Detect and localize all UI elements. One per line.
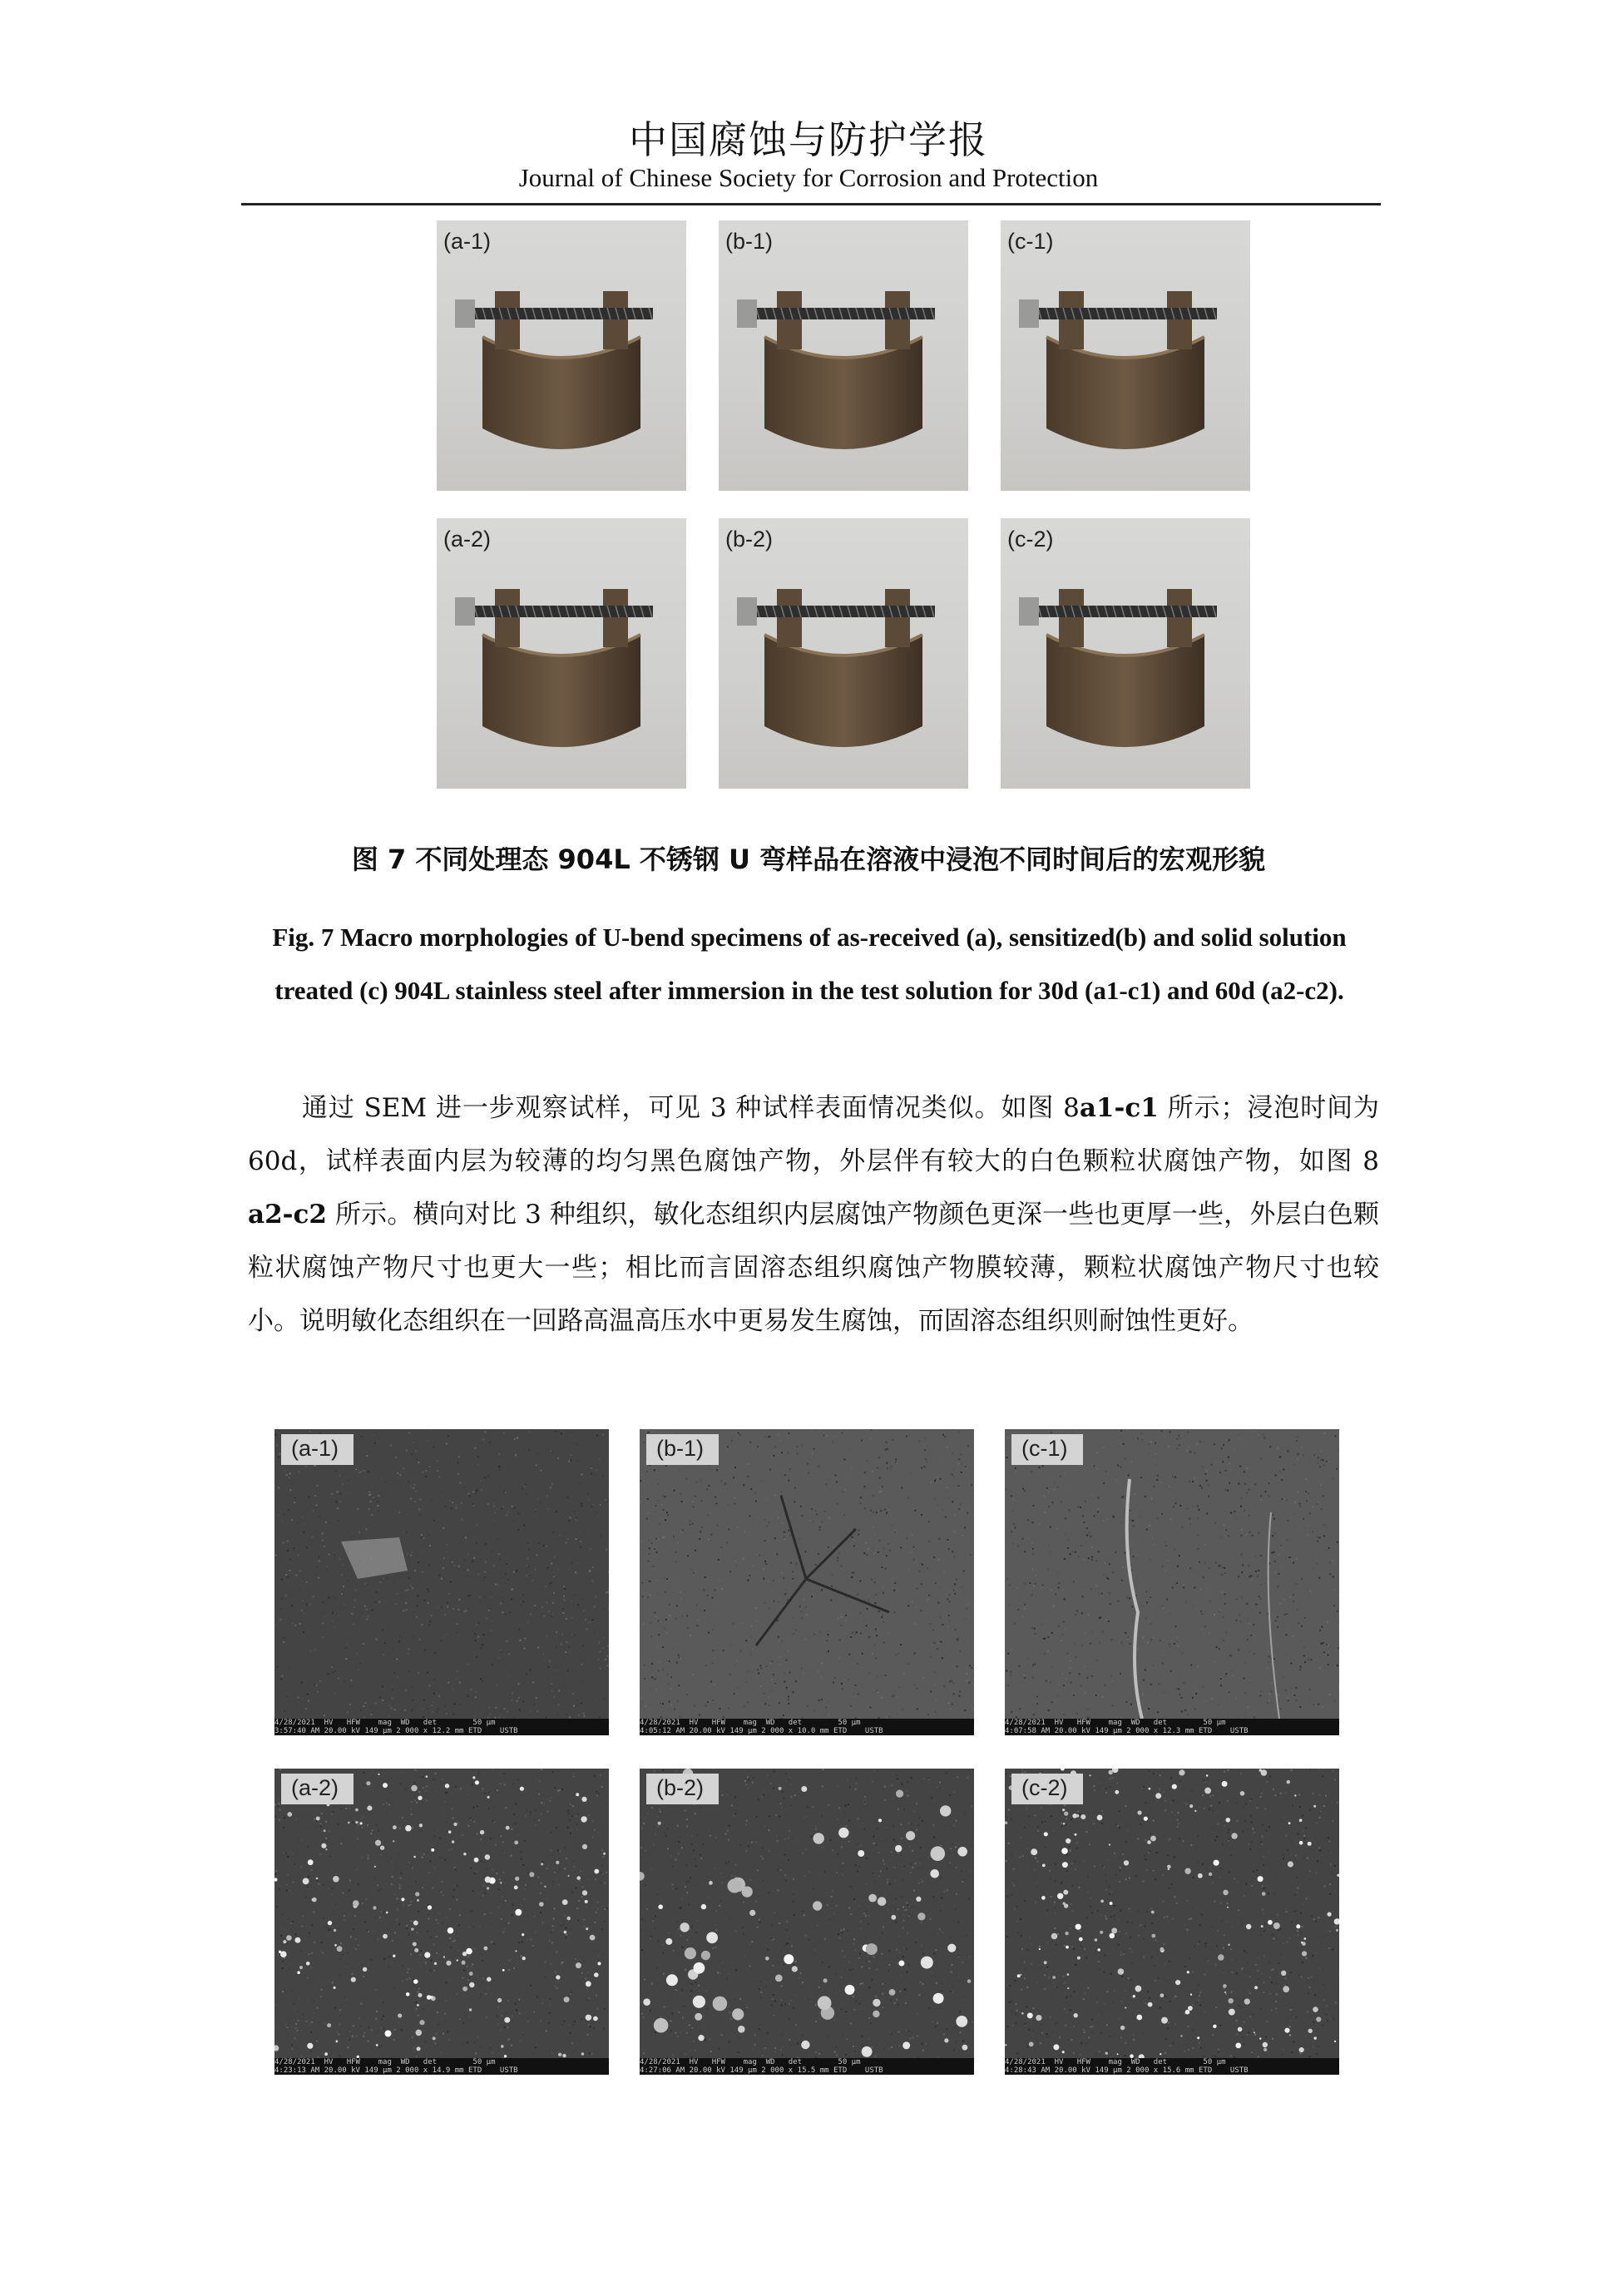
panel-label: (b-1) <box>725 229 774 254</box>
sem-micrograph <box>1005 1429 1339 1719</box>
panel-label: (b-2) <box>646 1774 719 1804</box>
text-run: 通过 SEM 进一步观察试样，可见 3 种试样表面情况类似。如图 8 <box>301 1093 1080 1123</box>
sem-info-bar: 4/28/2021 HV HFW mag WD det 50 µm 4:28:43 AM 20.00 kV 149 µm 2 000 x 15.6 mm ETD USTB <box>1005 2058 1339 2075</box>
photo-panel-a2 <box>437 518 686 789</box>
sem-panel-a1 <box>274 1429 609 1735</box>
sem-panel-a2 <box>274 1769 609 2075</box>
sem-micrograph <box>274 1769 609 2058</box>
sem-micrograph <box>274 1429 609 1719</box>
sem-micrograph <box>1005 1769 1339 2058</box>
u-bend-specimen-image <box>719 220 968 491</box>
figure-7-caption-cn: 图 7 不同处理态 904L 不锈钢 U 弯样品在溶液中浸泡不同时间后的宏观形貌 <box>351 844 1266 875</box>
u-bend-specimen-image <box>719 518 968 789</box>
sem-panel-b1 <box>640 1429 974 1735</box>
journal-title-cn: 中国腐蚀与防护学报 <box>629 117 988 162</box>
text-run: a1-c1 <box>1079 1093 1159 1123</box>
photo-panel-c1 <box>1001 220 1250 491</box>
sem-info-bar: 4/28/2021 HV HFW mag WD det 50 µm 4:07:58 AM 20.00 kV 149 µm 2 000 x 12.3 mm ETD USTB <box>1005 1719 1339 1735</box>
sem-info-bar: 4/28/2021 HV HFW mag WD det 50 µm 4:27:06 AM 20.00 kV 149 µm 2 000 x 15.5 mm ETD USTB <box>640 2058 974 2075</box>
sem-info-bar: 4/28/2021 HV HFW mag WD det 50 µm 4:23:13 AM 20.00 kV 149 µm 2 000 x 14.9 mm ETD USTB <box>274 2058 609 2075</box>
panel-label: (a-1) <box>443 229 492 254</box>
text-run: a2-c2 <box>248 1200 327 1230</box>
panel-label: (b-1) <box>646 1434 719 1465</box>
text-run: 所示。横向对比 3 种组织，敏化态组织内层腐蚀产物颜色更深一些也更厚一些，外层白色颗粒状腐蚀产物尺寸也更大一些；相比而言固溶态组织腐蚀产物膜较薄，颗粒状腐蚀产物尺寸也较小。说明敏化态组织在一回路高温高压水中更易发生腐蚀，而固溶态组织则耐蚀性更好。 <box>248 1200 1379 1336</box>
panel-label: (b-2) <box>725 527 774 552</box>
panel-label: (c-2) <box>1007 527 1054 552</box>
photo-panel-b1 <box>719 220 968 491</box>
journal-title-en: Journal of Chinese Society for Corrosion and Protection <box>518 163 1099 192</box>
panel-label: (c-1) <box>1007 229 1054 254</box>
panel-label: (a-2) <box>281 1774 354 1804</box>
sem-panel-c1 <box>1005 1429 1339 1735</box>
body-paragraph <box>248 1081 1379 1348</box>
sem-info-bar: 4/28/2021 HV HFW mag WD det 50 µm 4:05:12 AM 20.00 kV 149 µm 2 000 x 10.0 mm ETD USTB <box>640 1719 974 1735</box>
sem-panel-b2 <box>640 1769 974 2075</box>
photo-panel-a1 <box>437 220 686 491</box>
photo-panel-c2 <box>1001 518 1250 789</box>
photo-panel-b2 <box>719 518 968 789</box>
header-rule <box>241 203 1381 205</box>
panel-label: (a-1) <box>281 1434 354 1465</box>
sem-micrograph <box>640 1769 974 2058</box>
sem-panel-c2 <box>1005 1769 1339 2075</box>
panel-label: (a-2) <box>443 527 492 552</box>
u-bend-specimen-image <box>1001 220 1250 491</box>
sem-info-bar: 4/28/2021 HV HFW mag WD det 50 µm 3:57:40 AM 20.00 kV 149 µm 2 000 x 12.2 mm ETD USTB <box>274 1719 609 1735</box>
figure-7-caption-en: Fig. 7 Macro morphologies of U-bend specimens of as-received (a), sensitized(b) and solid solution treated (c) 904L stainless steel after immersion in the test solution for 30d (a1-c1) and 60d (a2-c2). <box>272 923 1347 1005</box>
u-bend-specimen-image <box>437 220 686 491</box>
panel-label: (c-1) <box>1011 1434 1083 1465</box>
u-bend-specimen-image <box>1001 518 1250 789</box>
text-run: 所示；浸泡时间为 60d，试样表面内层为较薄的均匀黑色腐蚀产物，外层伴有较大的白色颗粒状腐蚀产物，如图 8 <box>248 1093 1380 1176</box>
panel-label: (c-2) <box>1011 1774 1083 1804</box>
u-bend-specimen-image <box>437 518 686 789</box>
sem-micrograph <box>640 1429 974 1719</box>
